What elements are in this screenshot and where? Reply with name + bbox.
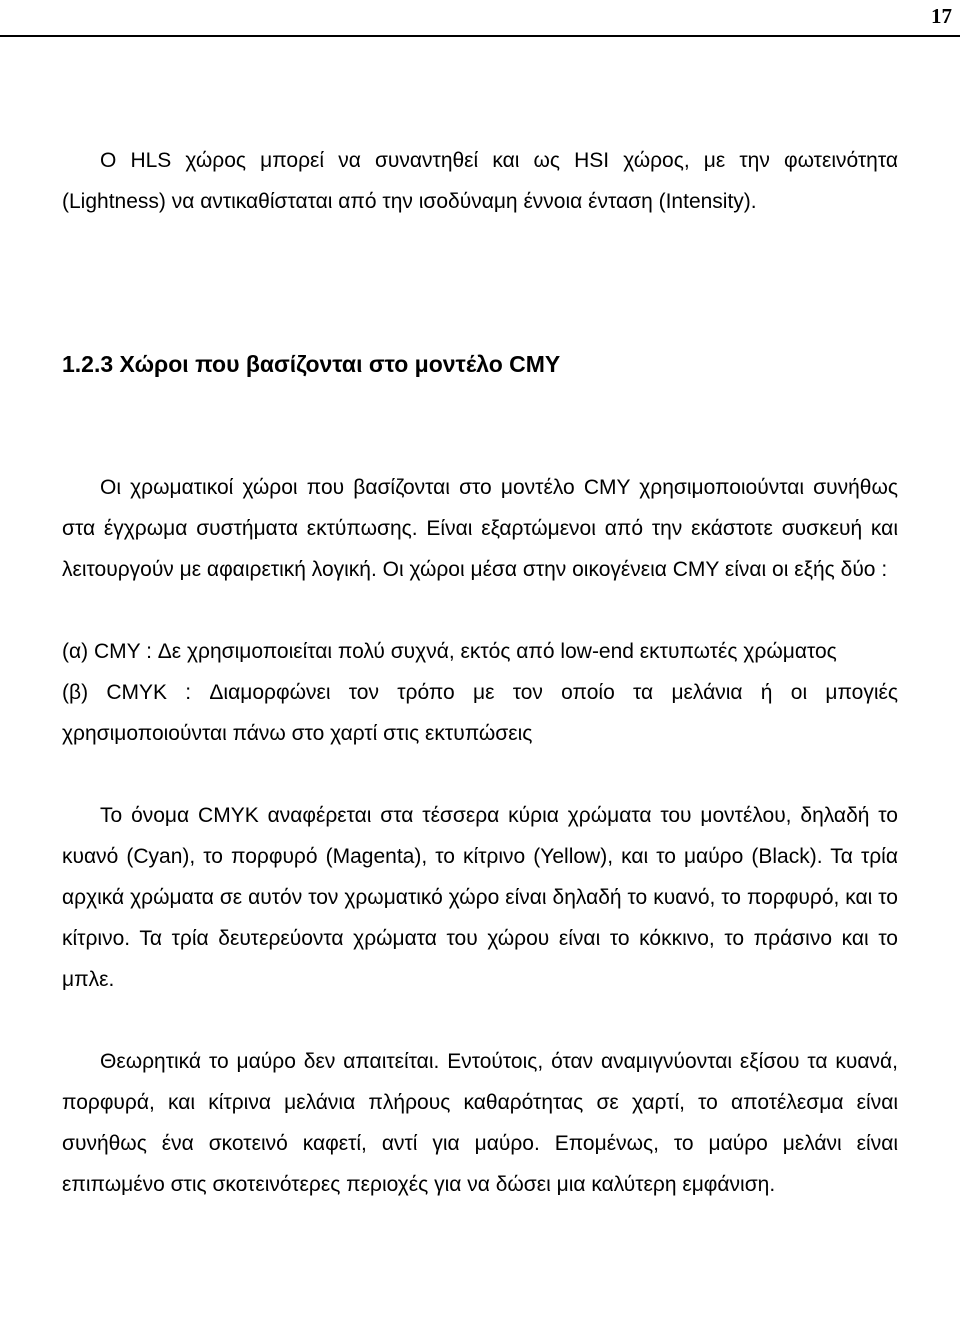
section-heading: 1.2.3 Χώροι που βασίζονται στο μοντέλο CMY — [62, 351, 561, 377]
body-paragraph-1: Οι χρωματικοί χώροι που βασίζονται στο μοντέλο CMY χρησιμοποιούνται συνήθως στα έγχρωμα συστήματα εκτύπωσης. Είναι εξαρτώμενοι από την εκάστοτε συσκευή και λειτουργούν με αφαιρετική λογική. Οι χώροι μέσα στην οικογένεια CMY είναι οι εξής δύο : — [62, 476, 898, 581]
intro-paragraph: Ο HLS χώρος μπορεί να συναντηθεί και ως HSI χώρος, με την φωτεινότητα (Lightness) να αντικαθίσταται από την ισοδύναμη έννοια ένταση (Intensity). — [62, 149, 898, 213]
page-number: 17 — [931, 4, 952, 28]
spacer — [62, 222, 898, 344]
spacer — [62, 754, 898, 795]
spacer — [62, 385, 898, 467]
body-paragraph-3: Θεωρητικά το μαύρο δεν απαιτείται. Εντούτοις, όταν αναμιγνύονται εξίσου τα κυανά, πορφυρά, και κίτρινα μελάνια πλήρους καθαρότητας σε χαρτί, το αποτέλεσμα είναι συνήθως ένα σκοτεινό καφετί, αντί για μαύρο. Επομένως, το μαύρο μελάνι είναι επιπωμένο στις σκοτεινότερες περιοχές για να δώσει μια καλύτερη εμφάνιση. — [62, 1050, 898, 1196]
spacer — [62, 590, 898, 631]
header-rule — [0, 35, 960, 37]
spacer — [62, 1000, 898, 1041]
list-item-cmyk: (β) CMYK : Διαμορφώνει τον τρόπο με τον οποίο τα μελάνια ή οι μπογιές χρησιμοποιούνται πάνω στο χαρτί στις εκτυπώσεις — [62, 681, 898, 745]
list-item-cmy: (α) CMY : Δε χρησιμοποιείται πολύ συχνά, εκτός από low-end εκτυπωτές χρώματος — [62, 640, 837, 663]
body-paragraph-2: Το όνομα CMYK αναφέρεται στα τέσσερα κύρια χρώματα του μοντέλου, δηλαδή το κυανό (Cyan), το πορφυρό (Magenta), το κίτρινο (Yellow), και το μαύρο (Black). Τα τρία αρχικά χρώματα σε αυτόν τον χρωματικό χώρο είναι δηλαδή το κυανό, το πορφυρό, και το κίτρινο. Τα τρία δευτερεύοντα χρώματα του χώρου είναι το κόκκινο, το πράσινο και το μπλε. — [62, 804, 898, 991]
page-body — [62, 140, 898, 1205]
